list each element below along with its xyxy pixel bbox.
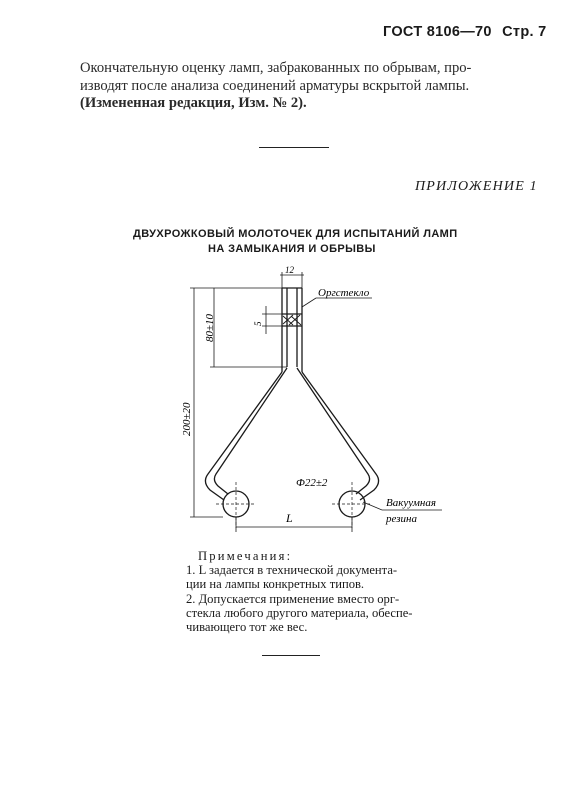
separator-rule-top [259,147,329,148]
hammer-drawing [150,262,470,542]
ball-centerlines [216,482,372,528]
notes-heading: Примечания: [198,549,293,563]
dim-width-label: 12 [285,265,294,275]
edited-note: (Измененная редакция, Изм. № 2). [80,95,307,111]
dim-total-label: 200±20 [181,402,193,436]
appendix-title-line-1: ДВУХРОЖКОВЫЙ МОЛОТОЧЕК ДЛЯ ИСПЫТАНИЙ ЛАМП [133,228,458,240]
standard-number: ГОСТ 8106—70 [383,24,492,40]
handle-rod [282,288,302,372]
fork-arms [205,368,378,500]
note-1-line-1: 1. L задается в технической документа- [186,563,398,577]
appendix-title-line-2: НА ЗАМЫКАНИЯ И ОБРЫВЫ [208,243,376,255]
page-number: Стр. 7 [502,24,547,40]
appendix-label: ПРИЛОЖЕНИЕ 1 [415,179,538,194]
dim-upper-label: 80±10 [204,313,216,342]
note-2-line-1: 2. Допускается применение вместо орг- [186,592,400,606]
dim-diameter-label: Ф22±2 [296,477,328,489]
paragraph-line-1: Окончательную оценку ламп, забракованных по обрывам, про- [80,60,472,76]
note-2-line-2: стекла любого другого материала, обеспе- [186,606,413,620]
band-hatch [283,315,301,325]
rubber-label-line-1: Вакуумная [386,497,436,509]
note-1-line-2: ции на лампы конкретных типов. [186,577,365,591]
rubber-label-line-2: резина [386,513,417,525]
separator-rule-bottom [262,655,320,656]
paragraph-line-2: изводят после анализа соединений арматуры вскрытой лампы. [80,78,470,94]
dim-band-label: 5 [253,321,263,326]
page-header [383,24,553,40]
dim-L-label: L [286,511,293,525]
orgsteklo-label: Оргстекло [318,287,370,299]
note-2-line-3: чивающего тот же вес. [186,620,308,634]
dimension-lines [190,272,442,532]
